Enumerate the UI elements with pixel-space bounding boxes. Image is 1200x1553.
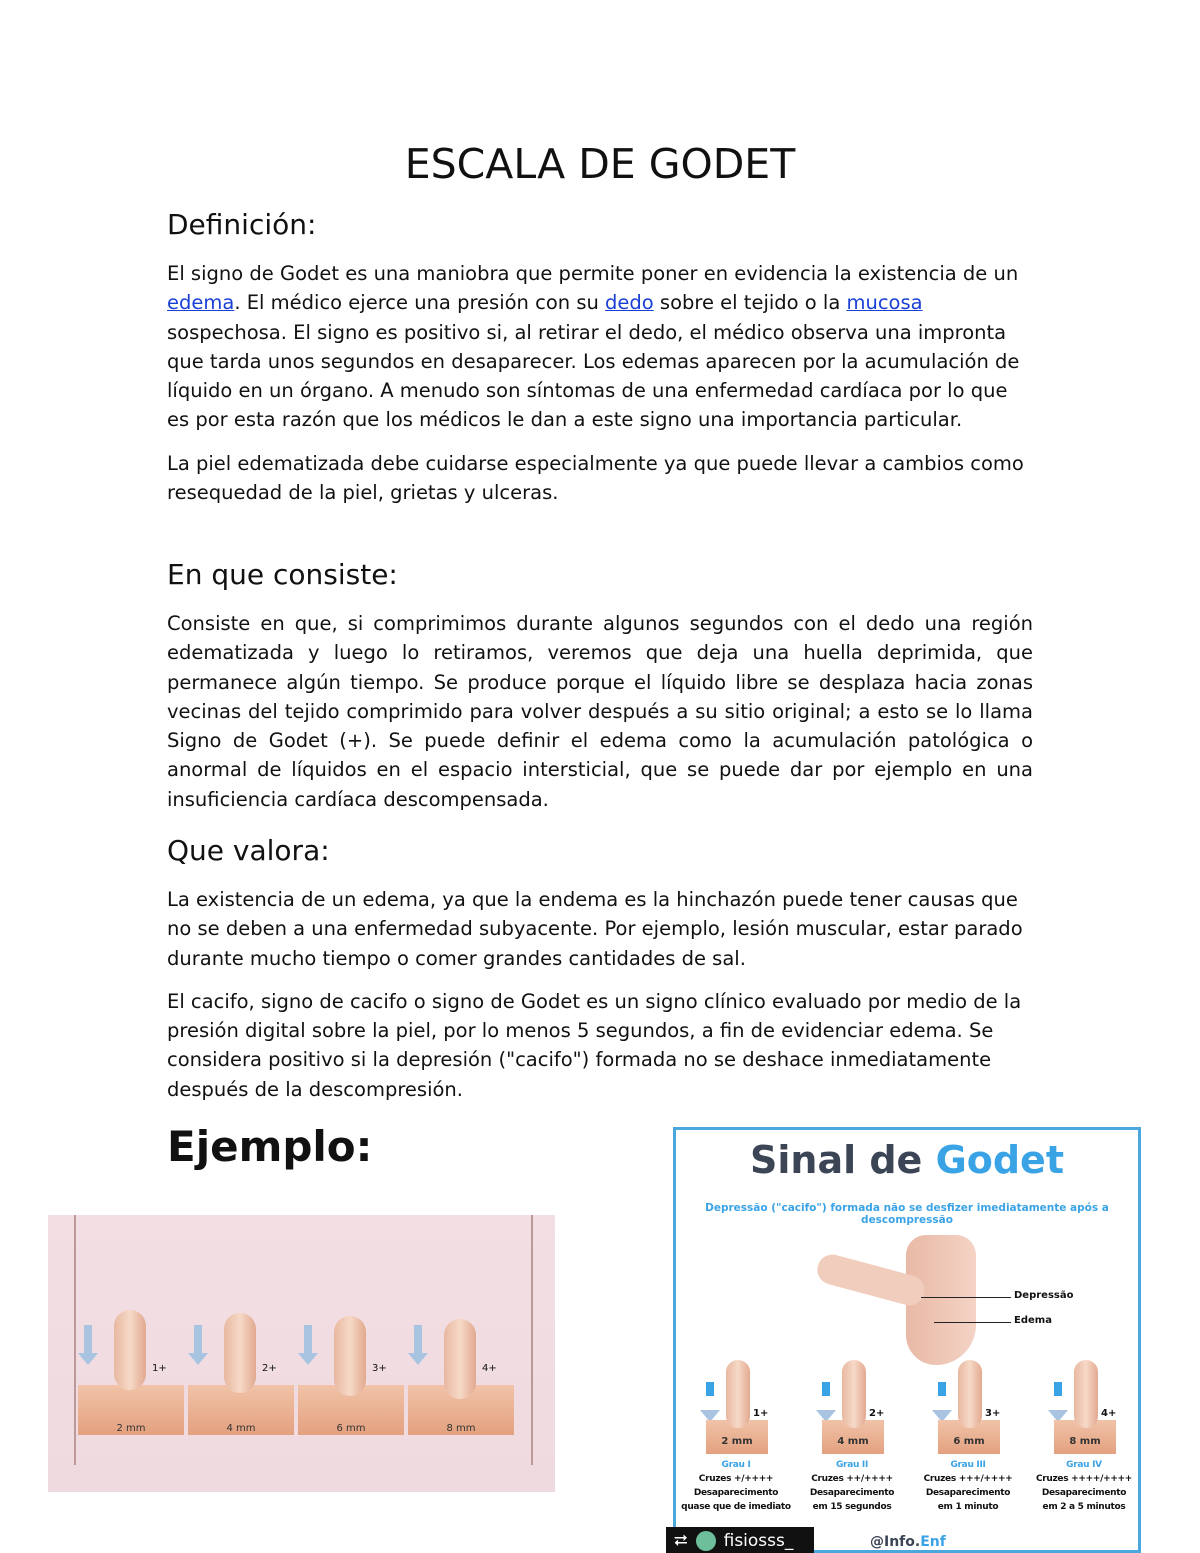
repost-badge[interactable] bbox=[666, 1527, 814, 1553]
godet-scale-illustration bbox=[48, 1215, 555, 1492]
finger bbox=[334, 1316, 366, 1396]
grade-label: 1+ bbox=[753, 1408, 769, 1419]
grade-name: Grau I bbox=[721, 1460, 751, 1470]
paragraph: La piel edematizada debe cuidarse especialmente ya que puede llevar a cambios como resequedad de la piel, grietas y ulceras. bbox=[167, 451, 1024, 505]
grade-description bbox=[910, 1458, 1026, 1514]
grade-crosses: Cruzes +++/++++ bbox=[923, 1474, 1013, 1484]
grade-name: Grau III bbox=[950, 1460, 986, 1470]
sinal-de-godet-infographic bbox=[673, 1127, 1141, 1553]
grade-name: Grau II bbox=[835, 1460, 869, 1470]
link-mucosa[interactable]: mucosa bbox=[846, 291, 923, 315]
finger bbox=[726, 1360, 750, 1428]
section-valora bbox=[167, 834, 1033, 1104]
scale-level bbox=[296, 1215, 406, 1492]
finger bbox=[958, 1360, 982, 1428]
repost-icon: ⮂ bbox=[674, 1531, 688, 1551]
grade-column bbox=[913, 1130, 1023, 1550]
paragraph: El cacifo, signo de cacifo o signo de Godet es un signo clínico evaluado por medio de la presión digital sobre la piel, por lo menos 5 segundos, a fin de evidenciar edema. Se considera positivo si la depresión ("cacifo") formada no se deshace inmediatamente después de la descompresión. bbox=[167, 989, 1022, 1101]
grade-text: em 15 segundos bbox=[812, 1502, 892, 1512]
finger bbox=[224, 1313, 256, 1393]
grade-text: Desaparecimento bbox=[693, 1488, 779, 1498]
grade-crosses: Cruzes +/++++ bbox=[698, 1474, 774, 1484]
title-part: Godet bbox=[935, 1138, 1064, 1182]
grade-column bbox=[797, 1130, 907, 1550]
finger bbox=[842, 1360, 866, 1428]
heading-consiste: En que consiste: bbox=[167, 558, 398, 591]
arrow-down-icon bbox=[706, 1382, 714, 1396]
credit-part: @Info. bbox=[870, 1534, 921, 1550]
arrow-down-icon bbox=[84, 1325, 92, 1355]
infographic-subtitle: Depressão ("cacifo") formada não se desfizer imediatamente após a descompressão bbox=[705, 1202, 1109, 1226]
grade-crosses: Cruzes ++/++++ bbox=[811, 1474, 893, 1484]
depth-label: 4 mm bbox=[226, 1423, 256, 1434]
title-part: Sinal de bbox=[750, 1138, 923, 1182]
credit-part: Enf bbox=[920, 1534, 946, 1550]
grade-description bbox=[678, 1458, 794, 1514]
grade-text: Desaparecimento bbox=[925, 1488, 1011, 1498]
section-definition bbox=[167, 208, 1033, 507]
credit bbox=[866, 1534, 950, 1550]
heading-valora: Que valora: bbox=[167, 834, 330, 867]
grade-text: em 2 a 5 minutos bbox=[1042, 1502, 1126, 1512]
grade-description bbox=[1026, 1458, 1142, 1514]
grade-text: em 1 minuto bbox=[937, 1502, 999, 1512]
depth-label: 6 mm bbox=[336, 1423, 366, 1434]
depth-label: 2 mm bbox=[116, 1423, 146, 1434]
grade-crosses: Cruzes ++++/++++ bbox=[1035, 1474, 1133, 1484]
depth-label: 2 mm bbox=[721, 1436, 753, 1447]
paragraph: Consiste en que, si comprimimos durante algunos segundos con el dedo una región edematizada y luego lo retiramos, veremos que deja una huella deprimida, que permanece algún tiempo. Se produce porque el líquido libre se desplaza hacia zonas vecinas del tejido comprimido para volver después a su sitio original; a esto se lo llama Signo de Godet (+). Se puede definir el edema como la acumulación patológica o anormal de líquidos en el espacio intersticial, que se puede dar por ejemplo en una insuficiencia cardíaca descompensada. bbox=[167, 612, 1033, 811]
grade-label: 1+ bbox=[152, 1363, 167, 1374]
scale-level bbox=[76, 1215, 186, 1492]
scale-level bbox=[406, 1215, 516, 1492]
document-title: ESCALA DE GODET bbox=[404, 140, 796, 188]
grade-label: 4+ bbox=[1101, 1408, 1117, 1419]
finger bbox=[114, 1310, 146, 1390]
finger bbox=[444, 1319, 476, 1399]
grade-label: 2+ bbox=[869, 1408, 885, 1419]
depth-label: 8 mm bbox=[1069, 1436, 1101, 1447]
grade-text: quase que de imediato bbox=[681, 1502, 791, 1512]
heading-ejemplo: Ejemplo: bbox=[167, 1122, 373, 1171]
repost-username: fisiosss_ bbox=[723, 1531, 794, 1551]
depth-label: 6 mm bbox=[953, 1436, 985, 1447]
text: El signo de Godet es una maniobra que permite poner en evidencia la existencia de un bbox=[167, 262, 1019, 285]
arrow-down-icon bbox=[938, 1382, 946, 1396]
grade-text: Desaparecimento bbox=[809, 1488, 895, 1498]
link-dedo[interactable]: dedo bbox=[605, 291, 654, 315]
text: . El médico ejerce una presión con su bbox=[234, 291, 606, 315]
grade-column bbox=[1029, 1130, 1139, 1550]
grade-text: Desaparecimento bbox=[1041, 1488, 1127, 1498]
finger bbox=[1074, 1360, 1098, 1428]
paragraph bbox=[167, 259, 1033, 435]
section-consiste bbox=[167, 558, 1033, 814]
grade-label: 3+ bbox=[985, 1408, 1001, 1419]
grade-column bbox=[681, 1130, 791, 1550]
grade-description bbox=[794, 1458, 910, 1514]
label-depression: Depressão bbox=[1014, 1290, 1074, 1301]
arrow-down-icon bbox=[414, 1325, 422, 1355]
arrow-down-icon bbox=[1054, 1382, 1062, 1396]
grade-label: 2+ bbox=[262, 1363, 277, 1374]
grade-name: Grau IV bbox=[1066, 1460, 1102, 1470]
text: sobre el tejido o la bbox=[653, 291, 847, 315]
arrow-down-icon bbox=[822, 1382, 830, 1396]
label-edema: Edema bbox=[1014, 1315, 1052, 1326]
grade-label: 3+ bbox=[372, 1363, 387, 1374]
grade-label: 4+ bbox=[482, 1363, 497, 1374]
link-edema[interactable]: edema bbox=[167, 291, 235, 315]
arrow-down-icon bbox=[194, 1325, 202, 1355]
arrow-down-icon bbox=[304, 1325, 312, 1355]
depth-label: 8 mm bbox=[446, 1423, 476, 1434]
paragraph: La existencia de un edema, ya que la endema es la hinchazón puede tener causas que no se deben a una enfermedad subyacente. Por ejemplo, lesión muscular, estar parado durante mucho tiempo o comer grandes cantidades de sal. bbox=[167, 888, 1023, 970]
scale-level bbox=[186, 1215, 296, 1492]
heading-definition: Definición: bbox=[167, 208, 317, 241]
depth-label: 4 mm bbox=[837, 1436, 869, 1447]
avatar bbox=[696, 1531, 716, 1551]
text: sospechosa. El signo es positivo si, al retirar el dedo, el médico observa una impronta que tarda unos segundos en desaparecer. Los edemas aparecen por la acumulación de líquido en un órgano. A menudo son síntomas de una enfermedad cardíaca por lo que es por esta razón que los médicos le dan a este signo una importancia particular. bbox=[167, 320, 1020, 432]
